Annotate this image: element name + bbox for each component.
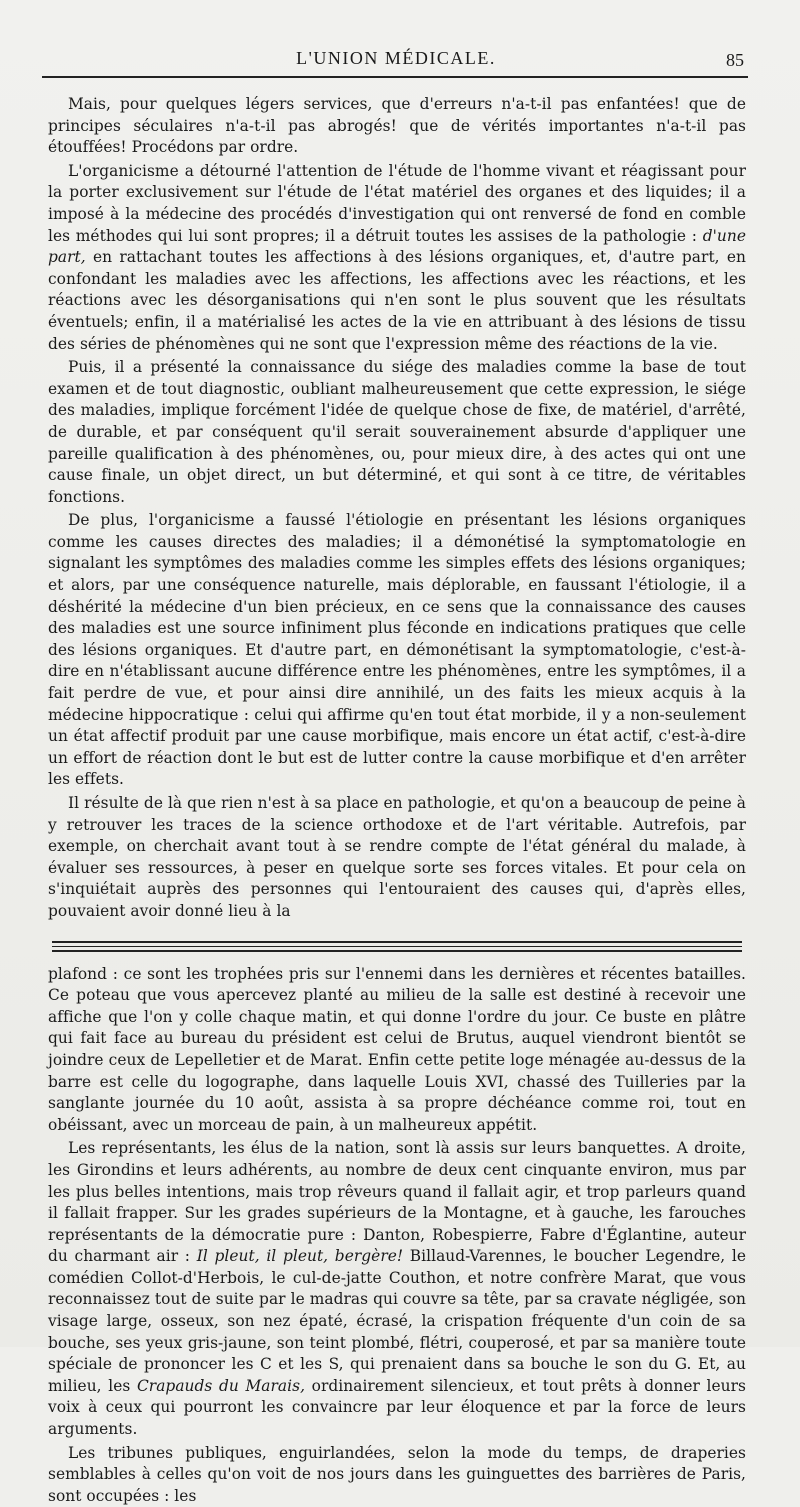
emphasis-text: Il pleut, il pleut, bergère! bbox=[196, 1247, 404, 1266]
page-number: 85 bbox=[726, 50, 744, 70]
feuilleton-paragraph: Les représentants, les élus de la nation, sont là assis sur leurs banquettes. A droite, les Girondins et leurs adhérents, au nombre de deux cent cinquante environ, mus par les plus belles intentions, mais trop rêveurs quand il fallait agir, et trop parleurs quand il fallait frapper. Sur les grades supérieurs de la Montagne, et à gauche, les farouches représentants de la démocratie pure : Danton, Robespierre, Fabre d'Églantine, auteur du charmant air : Il pleut, il pleut, bergère! Billaud-Varennes, le boucher Legendre, le comédien Collot-d'Herbois, le cul-de-jatte Couthon, et notre confrère Marat, que vous reconnaissez tout de suite par le madras qui couvre sa tête, par sa cravate négligée, son visage large, osseux, son nez épaté, écrasé, la crispation fréquente d'un coin de sa bouche, ses yeux gris-jaune, son teint plombé, flétri, couperosé, et par sa manière toute spéciale de prononcer les C et les S, qui prenaient dans sa bouche le son du G. Et, au milieu, les Crapauds du Marais, ordinairement silencieux, et tout prêts à donner leurs voix à ceux qui pourront les convaincre par leur éloquence et par la force de leurs arguments. bbox=[48, 1139, 747, 1439]
main-article bbox=[48, 74, 746, 923]
feuilleton-section bbox=[48, 964, 746, 1507]
running-title: L'UNION MÉDICALE. bbox=[296, 48, 496, 68]
article-paragraph: De plus, l'organicisme a faussé l'étiologie en présentant les lésions organiques comme les causes directes des maladies; il a démonétisé la symptomatologie en signalant les symptômes des maladies comme les simples effets des lésions organiques; et alors, par une conséquence naturelle, mais déplorable, en faussant l'étiologie, il a déshérité la médecine d'un bien précieux, en ce sens que la connaissance des causes des maladies est une source infiniment plus féconde en indications pratiques que celle des lésions organiques. Et d'autre part, en démonétisant la symptomatologie, c'est-à-dire en n'établissant aucune différence entre les phénomènes, entre les symptômes, il a fait perdre de vue, et pour ainsi dire annihilé, un des faits les mieux acquis à la médecine hippocratique : celui qui affirme qu'en tout état morbide, il y a non-seulement un état affectif produit par une cause morbifique, mais encore un état actif, c'est-à-dire un effort de réaction dont le but est de lutter contre la cause morbifique et d'en arrêter les effets. bbox=[48, 511, 746, 789]
emphasis-text: d'une part, bbox=[48, 226, 746, 267]
feuilleton-paragraph: plafond : ce sont les trophées pris sur l'ennemi dans les dernières et récentes batailles. Ce poteau que vous apercevez planté au milieu de la salle est destiné à recevoir une affiche que l'on y colle chaque matin, et qui donne l'ordre du jour. Ce buste en plâtre qui fait face au bureau du président est celui de Brutus, auquel viendront bientôt se joindre ceux de Lepelletier et de Marat. Enfin cette petite loge ménagée au-dessus de la barre est celle du logographe, dans laquelle Louis XVI, chassé des Tuilleries par la sanglante journée du 10 août, assista à sa propre déchéance comme roi, tout en obéissant, avec un morceau de pain, à un malheureux appétit. bbox=[48, 964, 746, 1134]
emphasis-text: Crapauds du Marais, bbox=[136, 1376, 306, 1395]
article-paragraph: Mais, pour quelques légers services, que d'erreurs n'a-t-il pas enfantées! que de principes séculaires n'a-t-il pas abrogés! que de vérités importantes n'a-t-il pas étouffées! Procédons par ordre. bbox=[48, 95, 746, 157]
page-header bbox=[58, 0, 744, 74]
feuilleton-paragraph: Les tribunes publiques, enguirlandées, selon la mode du temps, de draperies semblables à celles qu'on voit de nos jours dans les guinguettes des barrières de Paris, sont occupées : les bbox=[48, 1443, 746, 1505]
feuilleton-divider bbox=[52, 941, 742, 952]
article-paragraph: Il résulte de là que rien n'est à sa place en pathologie, et qu'on a beaucoup de peine à y retrouver les traces de la science orthodoxe et de l'art véritable. Autrefois, par exemple, on cherchait avant tout à se rendre compte de l'état général du malade, à évaluer ses ressources, à peser en quelque sorte ses forces vitales. Et pour cela on s'inquiétait auprès des personnes qui l'entouraient des causes qui, d'après elles, pouvaient avoir donné lieu à la bbox=[48, 794, 746, 920]
header-rule bbox=[42, 76, 748, 78]
article-paragraph: L'organicisme a détourné l'attention de l'étude de l'homme vivant et réagissant pour la porter exclusivement sur l'étude de l'état matériel des organes et des liquides; il a imposé à la médecine des procédés d'investigation qui ont renversé de fond en comble les méthodes qui lui sont propres; il a détruit toutes les assises de la pathologie : d'une part, en rattachant toutes les affections à des lésions organiques, et, d'autre part, en confondant les maladies avec les affections, les affections avec les réactions, et les réactions avec les désorganisations qui n'en sont le plus souvent que les résultats éventuels; enfin, il a matérialisé les actes de la vie en attribuant à des lésions de tissu des séries de phénomènes qui ne sont que l'expression même des réactions de la vie. bbox=[48, 161, 746, 353]
article-paragraph: Puis, il a présenté la connaissance du siége des maladies comme la base de tout examen et de tout diagnostic, oubliant malheureusement que cette expression, le siége des maladies, implique forcément l'idée de quelque chose de fixe, de matériel, d'arrêté, de durable, et par conséquent qu'il serait souverainement absurde d'appliquer une pareille qualification à des phénomènes, ou, pour mieux dire, à des actes qui ont une cause finale, un objet direct, un but déterminé, et qui sont à ce titre, de véritables fonctions. bbox=[48, 358, 746, 506]
